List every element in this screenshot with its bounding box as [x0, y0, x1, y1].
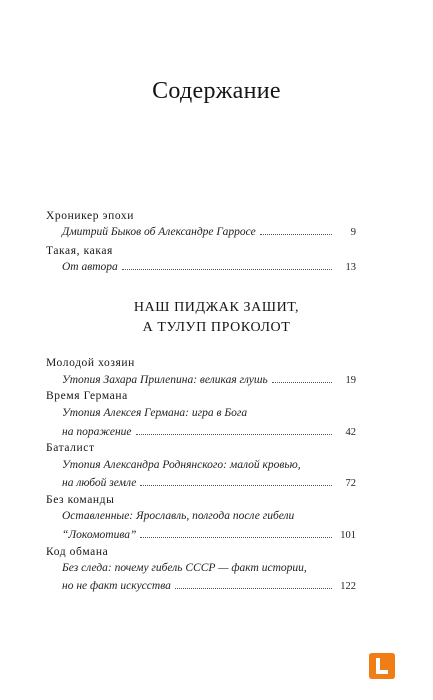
labirint-logo-icon — [369, 653, 395, 679]
toc-entry-text: Утопия Александра Роднянского: малой кровью, — [62, 459, 301, 471]
toc-entry-text — [62, 407, 356, 419]
toc-page-number: 122 — [340, 581, 356, 592]
toc-entry-text: Утопия Алексея Германа: игра в Бога — [62, 407, 248, 419]
toc-entry — [62, 374, 356, 386]
toc-page-number: 72 — [345, 478, 356, 489]
toc-entry-text — [62, 510, 356, 522]
dot-leader — [272, 381, 332, 383]
toc-entry-text: От автора — [62, 261, 118, 273]
toc-heading: Хроникер эпохи — [46, 210, 135, 222]
part-title-line: А ТУЛУП ПРОКОЛОТ — [142, 320, 291, 335]
toc-entry-text — [62, 562, 356, 574]
dot-leader — [175, 587, 332, 589]
toc-entry-text: но не факт искусства — [62, 580, 171, 592]
toc-heading: Время Германа — [46, 390, 128, 402]
toc-page-number: 101 — [340, 530, 356, 541]
dot-leader — [136, 433, 332, 435]
toc-entry-text — [62, 459, 356, 471]
toc-page-number: 42 — [345, 427, 356, 438]
dot-leader — [122, 268, 332, 270]
part-title — [0, 298, 433, 338]
toc-entry-text: Без следа: почему гибель СССР — факт истории, — [62, 562, 307, 574]
toc-entry — [62, 426, 356, 438]
toc-entry-text: “Локомотива” — [62, 529, 137, 541]
toc-entry — [62, 477, 356, 489]
dot-leader — [260, 233, 332, 235]
toc-entry — [62, 261, 356, 273]
toc-heading: Такая, какая — [46, 245, 113, 257]
toc-heading: Молодой хозяин — [46, 357, 135, 369]
toc-page-number: 19 — [345, 375, 356, 386]
toc-heading: Баталист — [46, 442, 95, 454]
toc-entry-text: на поражение — [62, 426, 132, 438]
toc-entry-text: Дмитрий Быков об Александре Гарросе — [62, 226, 256, 238]
toc-heading: Без команды — [46, 494, 115, 506]
toc-page-number: 13 — [345, 262, 356, 273]
toc-heading: Код обмана — [46, 546, 109, 558]
toc-entry-text: Утопия Захара Прилепина: великая глушь — [62, 374, 268, 386]
toc-entry-text: на любой земле — [62, 477, 137, 489]
page-title: Содержание — [152, 78, 281, 104]
toc-entry — [62, 226, 356, 238]
toc-entry-text: Оставленные: Ярославль, полгода после гибели — [62, 510, 295, 522]
dot-leader — [140, 536, 332, 538]
toc-entry — [62, 580, 356, 592]
dot-leader — [140, 484, 332, 486]
part-title-line: НАШ ПИДЖАК ЗАШИТ, — [133, 300, 300, 315]
toc-page-number: 9 — [350, 227, 356, 238]
toc-entry — [62, 529, 356, 541]
